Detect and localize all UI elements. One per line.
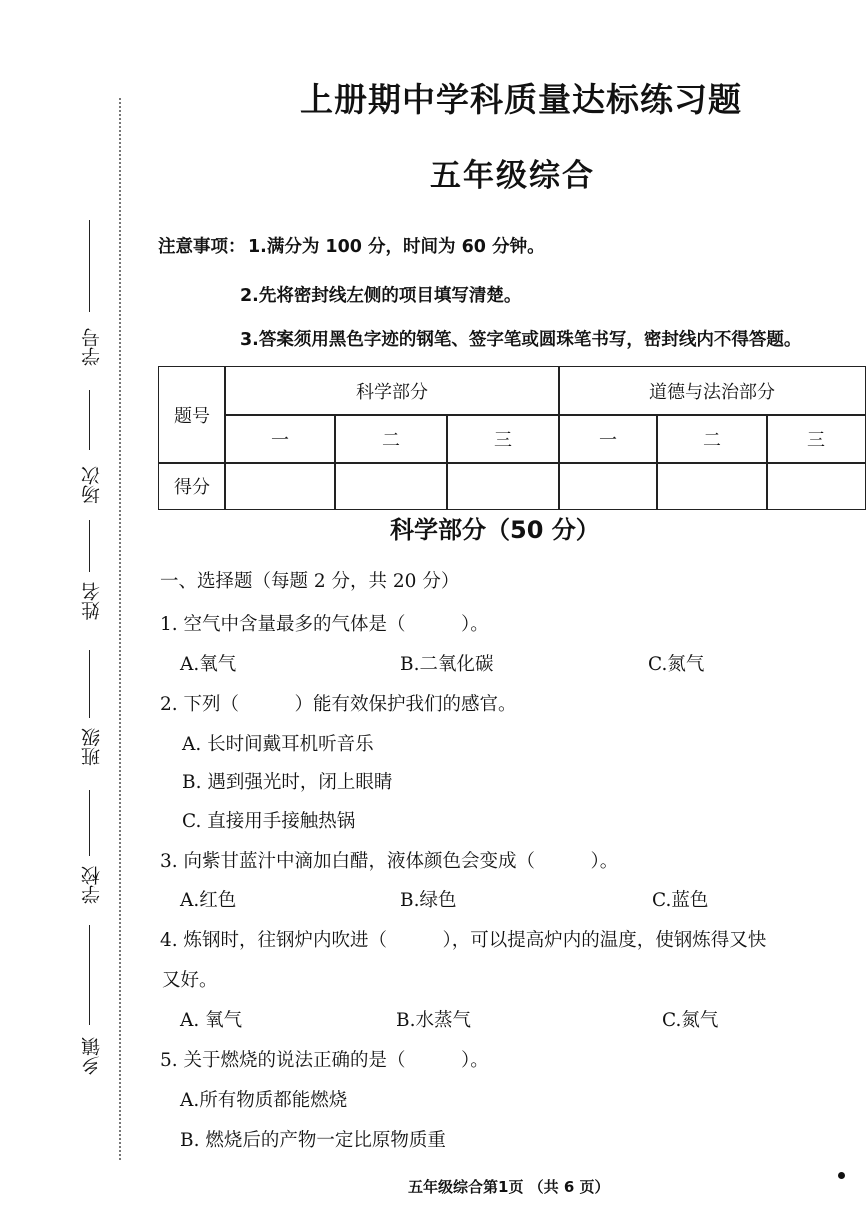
score-cell[interactable] — [766, 462, 866, 510]
page-footer: 五年级综合第1页 （共 6 页） — [408, 1178, 610, 1196]
question-4-option-c[interactable]: C.氮气 — [662, 1010, 719, 1031]
town-label: 乡镇 — [81, 1037, 103, 1075]
col-header: 三 — [446, 414, 560, 464]
scan-mark — [838, 1172, 845, 1179]
score-cell[interactable] — [224, 462, 336, 510]
notice-item-2: 2.先将密封线左侧的项目填写清楚。 — [240, 286, 522, 306]
row-label-question-no: 题号 — [158, 366, 226, 464]
exam-subtitle: 五年级综合 — [430, 158, 595, 194]
col-header: 二 — [334, 414, 448, 464]
question-1-option-c[interactable]: C.氮气 — [648, 654, 705, 675]
question-2-stem: 2. 下列（ ）能有效保护我们的感官。 — [160, 694, 517, 715]
fill-line — [89, 220, 90, 312]
school-field[interactable] — [78, 790, 102, 910]
row-label-score: 得分 — [158, 462, 226, 510]
score-cell[interactable] — [334, 462, 448, 510]
exam-title: 上册期中学科质量达标练习题 — [300, 80, 742, 119]
question-5-option-b[interactable]: B. 燃烧后的产物一定比原物质重 — [180, 1130, 446, 1151]
score-cell[interactable] — [656, 462, 768, 510]
part-heading: 一、选择题（每题 2 分，共 20 分） — [160, 571, 460, 592]
question-5-option-a[interactable]: A.所有物质都能燃烧 — [180, 1090, 348, 1111]
class-field[interactable] — [78, 650, 102, 780]
fill-line — [89, 520, 90, 572]
fill-line — [89, 390, 90, 450]
section-title: 科学部分（50 分） — [390, 516, 600, 544]
question-2-option-b[interactable]: B. 遇到强光时，闭上眼睛 — [182, 772, 393, 793]
col-header: 二 — [656, 414, 768, 464]
question-4-stem-continued: 又好。 — [162, 970, 218, 991]
notice-item-1: 1.满分为 100 分，时间为 60 分钟。 — [248, 237, 545, 257]
notice-label: 注意事项： — [158, 237, 246, 257]
group-morality-law: 道德与法治部分 — [558, 366, 866, 416]
question-5-stem: 5. 关于燃烧的说法正确的是（ ）。 — [160, 1050, 489, 1071]
fill-line — [89, 650, 90, 718]
score-cell[interactable] — [558, 462, 658, 510]
class-label: 班级 — [81, 728, 103, 766]
question-4-option-b[interactable]: B.水蒸气 — [396, 1010, 471, 1031]
question-3-option-c[interactable]: C.蓝色 — [652, 890, 709, 911]
group-science: 科学部分 — [224, 366, 560, 416]
name-label: 姓名 — [81, 582, 103, 620]
session-label: 场次 — [81, 466, 103, 504]
col-header: 三 — [766, 414, 866, 464]
notice-item-3: 3.答案须用黑色字迹的钢笔、签字笔或圆珠笔书写，密封线内不得答题。 — [240, 330, 802, 350]
question-2-option-c[interactable]: C. 直接用手接触热锅 — [182, 811, 356, 832]
col-header: 一 — [558, 414, 658, 464]
score-cell[interactable] — [446, 462, 560, 510]
question-1-option-a[interactable]: A.氧气 — [180, 654, 237, 675]
student-id-label: 学号 — [81, 328, 103, 366]
question-1-stem: 1. 空气中含量最多的气体是（ ）。 — [160, 614, 489, 635]
fill-line — [89, 790, 90, 856]
score-table — [158, 366, 866, 510]
student-id-field[interactable] — [78, 220, 102, 380]
question-1-option-b[interactable]: B.二氧化碳 — [400, 654, 494, 675]
name-field[interactable] — [78, 520, 102, 640]
question-4-option-a[interactable]: A. 氧气 — [180, 1010, 243, 1031]
school-label: 学校 — [81, 866, 103, 904]
question-3-option-b[interactable]: B.绿色 — [400, 890, 457, 911]
col-header: 一 — [224, 414, 336, 464]
town-field[interactable] — [78, 925, 102, 1085]
question-3-stem: 3. 向紫甘蓝汁中滴加白醋，液体颜色会变成（ ）。 — [160, 851, 619, 872]
question-2-option-a[interactable]: A. 长时间戴耳机听音乐 — [182, 734, 374, 755]
question-3-option-a[interactable]: A.红色 — [180, 890, 237, 911]
fill-line — [89, 925, 90, 1025]
seal-line — [119, 98, 121, 1160]
question-4-stem: 4. 炼钢时，往钢炉内吹进（ ），可以提高炉内的温度，使钢炼得又快 — [160, 930, 767, 951]
